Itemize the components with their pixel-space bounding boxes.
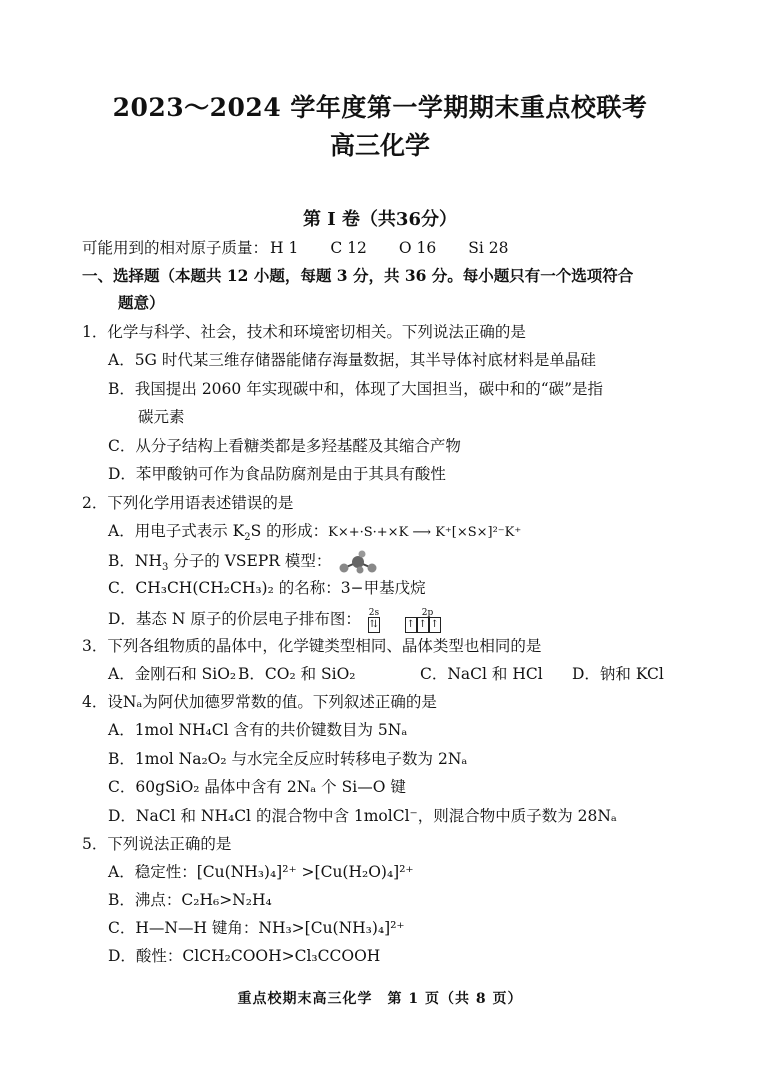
q2-option-a: A．用电子式表示 $K_2S$ 的形成：K×+·S·+×K ⟶ K⁺[×S×]²⁻K⁺ [108,522,522,544]
q5-option-d: D．酸性：ClCH₂COOH>Cl₃CCOOH [108,947,381,965]
q1-option-b: B．我国提出 2060 年实现碳中和，体现了大国担当，碳中和的“碳”是指 [108,380,604,398]
page-footer: 重点校期末高三化学 第 1 页（共 8 页） [237,991,523,1007]
q1-stem: 1．化学与科学、社会，技术和环境密切相关。下列说法正确的是 [82,323,526,341]
q4-option-c: C．60gSiO₂ 晶体中含有 2Nₐ 个 Si—O 键 [108,778,406,796]
q5-stem: 5．下列说法正确的是 [82,835,232,853]
vsepr-model-icon [336,550,380,574]
q1-option-b-cont: 碳元素 [138,408,185,426]
orbital-box-2p-1: ↑ [405,617,417,633]
k2s-formation-equation: K×+·S·+×K ⟶ K⁺[×S×]²⁻K⁺ [328,525,522,540]
mass-o: O 16 [398,239,437,257]
q4-option-a: A．1mol NH₄Cl 含有的共价键数目为 5Nₐ [108,721,408,739]
mass-c: C 12 [330,239,367,257]
q2-stem: 2．下列化学用语表述错误的是 [82,494,294,512]
q3-option-d: D．钠和 KCl [572,665,664,683]
q3-option-b: B．CO₂ 和 SiO₂ [238,665,356,683]
q4-option-d: D．NaCl 和 NH₄Cl 的混合物中含 1molCl⁻，则混合物中质子数为 28Nₐ [108,807,617,825]
q3-option-a: A．金刚石和 SiO₂ [108,665,237,683]
q4-stem: 4．设Nₐ为阿伏加德罗常数的值。下列叙述正确的是 [82,693,437,711]
part-heading-line1: 一、选择题（本题共 12 小题，每题 3 分，共 36 分。每小题只有一个选项符合 [82,266,634,285]
relative-atomic-masses [82,238,540,258]
orbital-box-2p-2: ↑ [417,617,429,633]
q4-option-b: B．1mol Na₂O₂ 与水完全反应时转移电子数为 2Nₐ [108,750,468,768]
q5-option-a: A．稳定性：[Cu(NH₃)₄]²⁺ >[Cu(H₂O)₄]²⁺ [108,863,414,881]
q3-stem: 3．下列各组物质的晶体中，化学键类型相同、晶体类型也相同的是 [82,637,542,655]
exam-title: 2023～2024 学年度第一学期期末重点校联考 [112,93,648,122]
orbital-2p: 2p ↑ ↑ ↑ [403,607,451,633]
q5-option-c: C．H—N—H 键角：NH₃>[Cu(NH₃)₄]²⁺ [108,919,405,937]
exam-subject: 高三化学 [329,131,430,160]
q5-option-b: B．沸点：C₂H₆>N₂H₄ [108,891,272,909]
mass-h: H 1 [270,239,299,257]
q3-option-c: C．NaCl 和 HCl [420,665,543,683]
q2-option-c: C．CH₃CH(CH₂CH₃)₂ 的名称：3−甲基戊烷 [108,579,426,597]
q2-option-b: B．$NH_3$ 分子的 VSEPR 模型： [108,550,380,578]
orbital-box-2s: ⇅ [368,617,380,633]
mass-si: Si 28 [468,239,509,257]
q1-option-d: D．苯甲酸钠可作为食品防腐剂是由于其具有酸性 [108,465,446,483]
orbital-box-2p-3: ↑ [429,617,441,633]
orbital-2s: 2s ⇅ [366,607,394,633]
q1-option-a: A．5G 时代某三维存储器能储存海量数据，其半导体衬底材料是单晶硅 [108,351,596,369]
q1-option-c: C．从分子结构上看糖类都是多羟基醛及其缩合产物 [108,437,461,455]
section-header: 第 I 卷（共36分） [302,209,457,230]
masses-label: 可能用到的相对原子质量： [82,239,269,257]
part-heading-line2: 题意） [118,293,165,312]
q2-option-d: D．基态 N 原子的价层电子排布图： 2s ⇅ 2p ↑ ↑ ↑ [108,607,451,633]
